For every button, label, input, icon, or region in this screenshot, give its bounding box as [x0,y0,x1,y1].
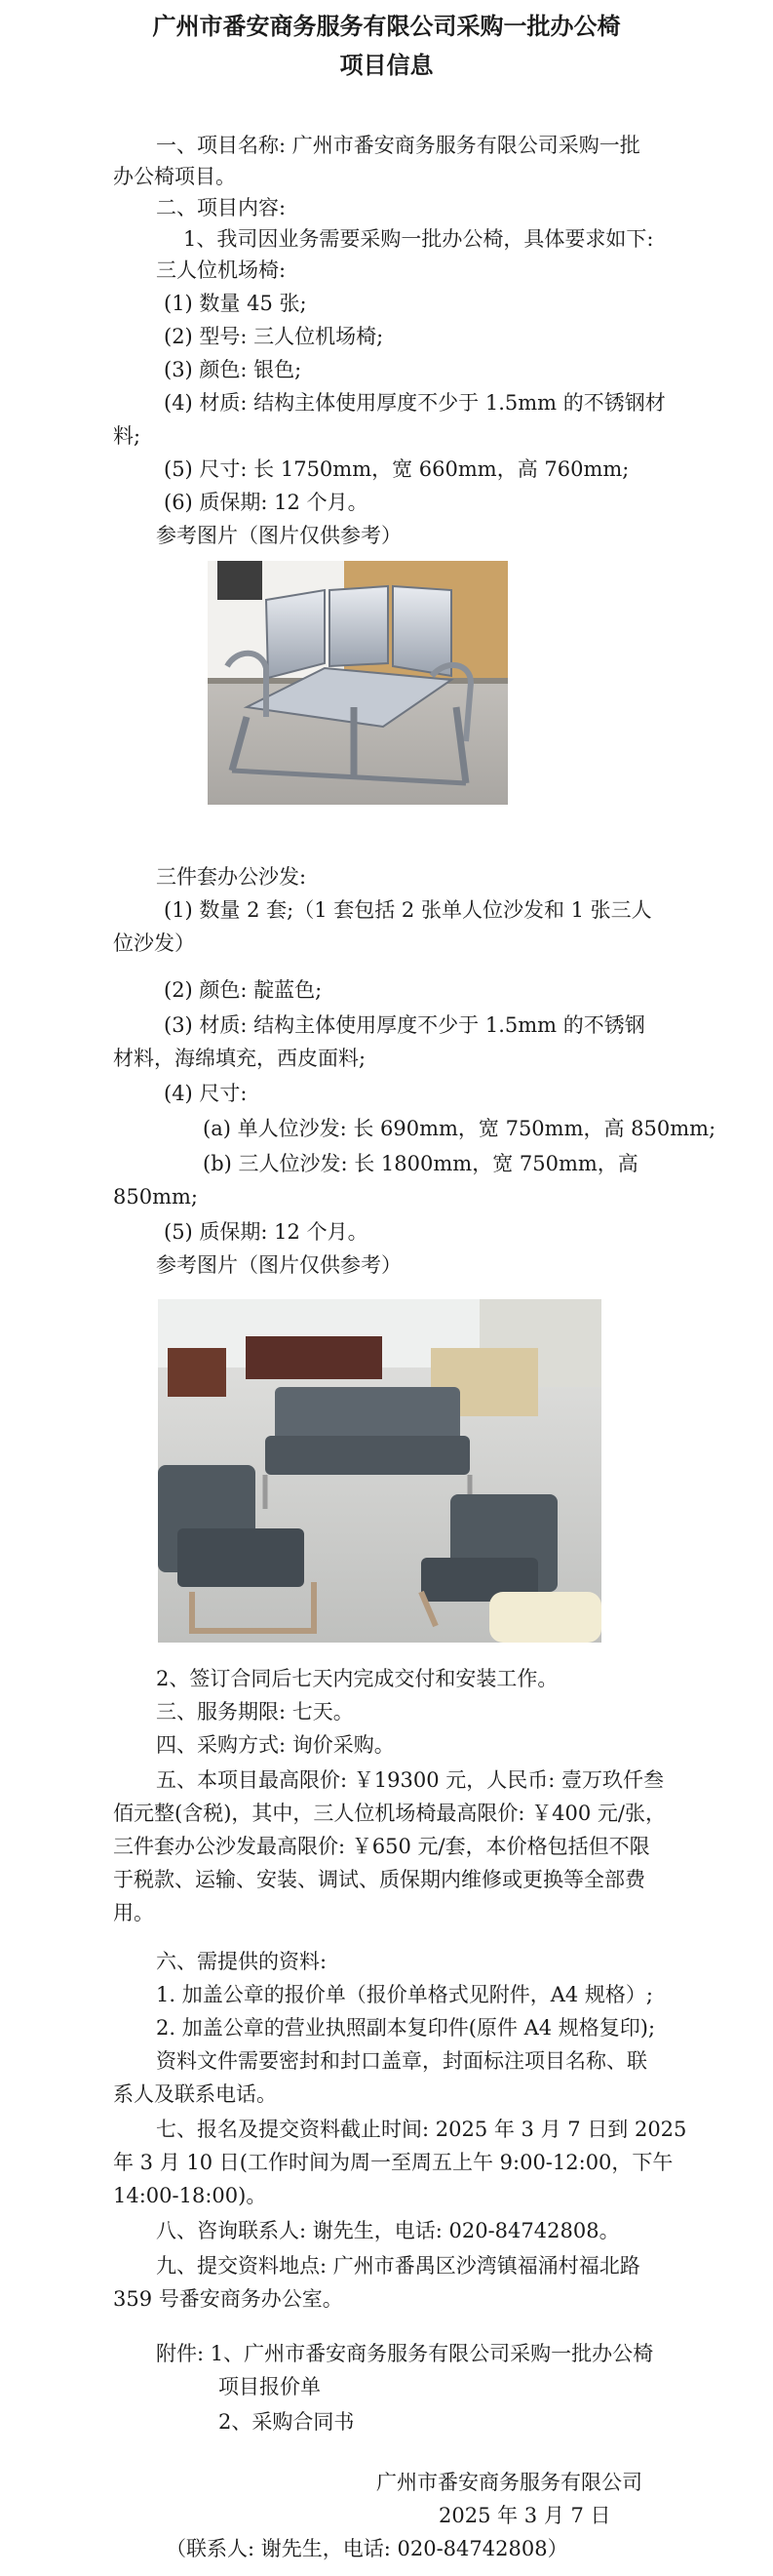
section-5-line-4: 于税款、运输、安装、调试、质保期内维修或更换等全部费 [113,1868,645,1891]
section-7-line-3: 14:00-18:00)。 [113,2184,267,2207]
sofa-heading: 三件套办公沙发: [156,865,307,889]
section-6-heading: 六、需提供的资料: [156,1950,328,1973]
attachment-2: 2、采购合同书 [218,2410,355,2434]
section-4: 四、采购方式: 询价采购。 [156,1733,395,1757]
sofa-spec-4a: (a) 单人位沙发: 长 690mm，宽 750mm，高 850mm; [203,1117,716,1140]
section-7-line-2: 年 3 月 10 日(工作时间为周一至周五上午 9:00-12:00，下午 [113,2151,674,2174]
section-6-item-1: 1. 加盖公章的报价单（报价单格式见附件，A4 规格）; [156,1983,653,2006]
doc-title: 广州市番安商务服务有限公司采购一批办公椅 [152,12,621,40]
sofa-spec-4b-2: 850mm; [113,1185,198,1209]
section-7-line-1: 七、报名及提交资料截止时间: 2025 年 3 月 7 日到 2025 [156,2118,687,2141]
chair-spec-1: (1) 数量 45 张; [164,292,307,315]
section-6-note-1: 资料文件需要密封和封口盖章，封面标注项目名称、联 [156,2049,647,2073]
reference-picture-label-1: 参考图片（图片仅供参考） [156,524,402,547]
signature-company: 广州市番安商务服务有限公司 [376,2471,642,2494]
section-8: 八、咨询联系人: 谢先生，电话: 020-84742808。 [156,2219,620,2242]
office-sofa-photo [158,1299,601,1643]
attachment-1-cont: 项目报价单 [218,2375,321,2398]
section-5-line-1: 五、本项目最高限价: ￥19300 元，人民币: 壹万玖仟叁 [156,1768,664,1792]
doc-subtitle: 项目信息 [339,51,434,79]
section-2-item-2: 2、签订合同后七天内完成交付和安装工作。 [156,1667,559,1690]
section-1-line-2: 办公椅项目。 [113,165,236,188]
chair-spec-4b: 料; [113,424,141,448]
section-5-line-2: 佰元整(含税)，其中，三人位机场椅最高限价: ￥400 元/张， [113,1802,666,1825]
reference-picture-label-2: 参考图片（图片仅供参考） [156,1253,402,1277]
attachment-1: 附件: 1、广州市番安商务服务有限公司采购一批办公椅 [156,2342,654,2365]
sofa-spec-3a: (3) 材质: 结构主体使用厚度不少于 1.5mm 的不锈钢 [164,1013,645,1037]
section-9-line-1: 九、提交资料地点: 广州市番禺区沙湾镇福涌村福北路 [156,2254,640,2278]
airport-chair-photo [208,561,508,805]
section-5-line-3: 三件套办公沙发最高限价: ￥650 元/套，本价格包括但不限 [113,1835,650,1858]
sofa-spec-5: (5) 质保期: 12 个月。 [164,1220,368,1244]
sofa-spec-4b-1: (b) 三人位沙发: 长 1800mm，宽 750mm，高 [203,1152,638,1175]
signature-contact: （联系人: 谢先生，电话: 020-84742808） [166,2537,568,2560]
sofa-spec-3b: 材料，海绵填充，西皮面料; [113,1047,367,1070]
section-3: 三、服务期限: 七天。 [156,1700,354,1724]
section-6-note-2: 系人及联系电话。 [113,2082,277,2106]
section-6-item-2: 2. 加盖公章的营业执照副本复印件(原件 A4 规格复印); [156,2016,656,2040]
chair-spec-6: (6) 质保期: 12 个月。 [164,491,368,514]
chair-spec-5: (5) 尺寸: 长 1750mm，宽 660mm，高 760mm; [164,457,630,481]
signature-date: 2025 年 3 月 7 日 [439,2504,611,2527]
chair-spec-4a: (4) 材质: 结构主体使用厚度不少于 1.5mm 的不锈钢材 [164,391,666,415]
section-2-heading: 二、项目内容: [156,196,287,219]
chair-spec-3: (3) 颜色: 银色; [164,358,302,381]
sofa-spec-1a: (1) 数量 2 套;（1 套包括 2 张单人位沙发和 1 张三人 [164,898,652,922]
chair-spec-2: (2) 型号: 三人位机场椅; [164,325,384,348]
section-2-item-1: 1、我司因业务需要采购一批办公椅，具体要求如下: [183,227,654,251]
sofa-spec-2: (2) 颜色: 靛蓝色; [164,978,323,1002]
section-1-line-1: 一、项目名称: 广州市番安商务服务有限公司采购一批 [156,134,640,157]
sofa-spec-1b: 位沙发） [113,931,195,955]
section-9-line-2: 359 号番安商务办公室。 [113,2287,343,2311]
chair-heading: 三人位机场椅: [156,258,287,282]
section-5-line-5: 用。 [113,1901,154,1924]
sofa-spec-4: (4) 尺寸: [164,1082,248,1105]
